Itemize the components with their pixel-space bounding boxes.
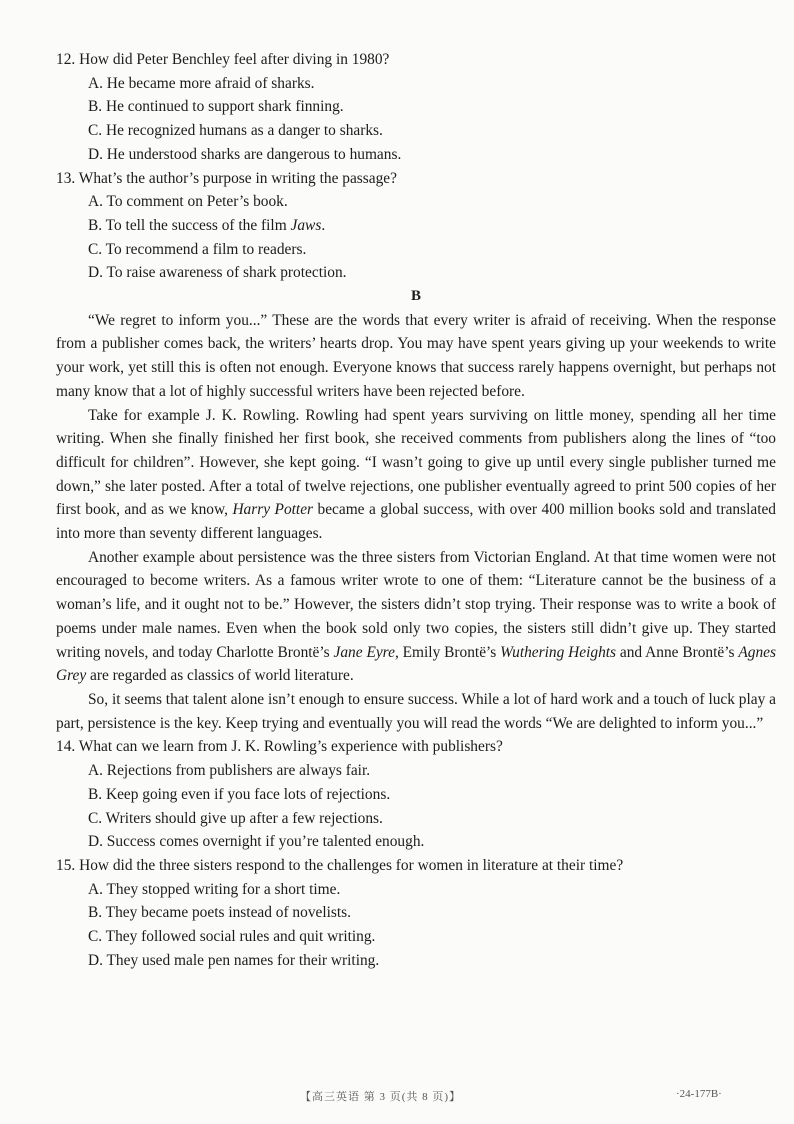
option-a: A. He became more afraid of sharks. [88, 74, 315, 92]
passage-b [56, 309, 776, 736]
page-footer [0, 1088, 794, 1118]
option-d: D. They used male pen names for their writing. [88, 951, 380, 969]
question-12 [56, 48, 776, 167]
option-a: A. Rejections from publishers are always fair. [88, 762, 371, 780]
option-b [56, 214, 776, 238]
question-stem: 15. How did the three sisters respond to the challenges for women in literature at their time? [56, 856, 624, 874]
question-stem: 13. What’s the author’s purpose in writing the passage? [56, 169, 397, 187]
option-b: B. He continued to support shark finning. [88, 98, 344, 116]
option-c: C. They followed social rules and quit writing. [88, 928, 376, 946]
option-c: C. To recommend a film to readers. [88, 240, 307, 258]
option-d: D. He understood sharks are dangerous to humans. [88, 145, 402, 163]
question-14 [56, 735, 776, 854]
option-d: D. Success comes overnight if you’re talented enough. [88, 833, 425, 851]
footer-code: ·24-177B· [676, 1088, 722, 1100]
footer-page-info: 【高三英语 第 3 页(共 8 页)】 [300, 1091, 462, 1103]
section-label: B [410, 288, 421, 305]
question-stem: 12. How did Peter Benchley feel after diving in 1980? [56, 51, 390, 68]
option-a: A. To comment on Peter’s book. [88, 193, 288, 211]
paragraph-1: “We regret to inform you...” These are the words that every writer is afraid of receiving. When the response from a publisher comes back, the writers’ hearts drop. You may have spent years giving up your weekends to write your work, yet still this is often not enough. Everyone knows that success rarely happens overnight, but perhaps not many know that a lot of highly successful writers have been rejected before. [56, 311, 776, 400]
option-c: C. Writers should give up after a few rejections. [88, 809, 383, 827]
book-title: Agnes Grey [56, 643, 776, 685]
option-b: B. They became poets instead of novelists. [88, 904, 352, 922]
book-title: Jane Eyre [333, 643, 395, 661]
paragraph-3-text: Another example about persistence was the three sisters from Victorian England. At that time women were not encouraged to become writers. As a famous writer wrote to one of them: “Literature cannot be the business of a woman’s life, and it ought not to be.” However, the sisters didn’t stop trying. Their response was to write a book of poems under male names. Even when the book sold only two copies, the sisters still didn’t give up. They started writing novels, and today Charlotte Brontë’s [56, 548, 776, 661]
question-13 [56, 167, 776, 286]
paragraph-3-mid: and Anne Brontë’s [616, 643, 739, 661]
paragraph-3 [56, 546, 776, 688]
paragraph-2-end: became a global success, with over 400 million books sold and translated into more than seventy different languages. [56, 501, 777, 543]
film-title: Jaws [290, 216, 322, 234]
exam-page [56, 48, 776, 972]
book-title: Wuthering Heights [500, 643, 617, 661]
paragraph-2-text: Take for example J. K. Rowling. Rowling had spent years surviving on little money, spending all her time writing. When she finally finished her first book, she received comments from publishers along the lines of “too difficult for children”. However, she kept going. “I wasn’t going to give up until every single publisher turned me down,” she later posted. After a total of twelve rejections, one publisher eventually agreed to print 500 copies of her first book, and as we know, [56, 406, 776, 519]
option-b-end: . [321, 216, 326, 234]
paragraph-3-mid: , Emily Brontë’s [394, 643, 501, 661]
option-b: B. Keep going even if you face lots of rejections. [88, 785, 391, 803]
option-d: D. To raise awareness of shark protection. [88, 264, 347, 282]
paragraph-3-end: are regarded as classics of world literature. [86, 667, 354, 685]
question-stem: 14. What can we learn from J. K. Rowling’s experience with publishers? [56, 738, 503, 756]
paragraph-4: So, it seems that talent alone isn’t enough to ensure success. While a lot of hard work and a touch of luck play a part, persistence is the key. Keep trying and eventually you will read the words “We are delighted to inform you...” [56, 690, 776, 732]
book-title: Harry Potter [232, 501, 314, 519]
option-a: A. They stopped writing for a short time. [88, 880, 341, 898]
option-c: C. He recognized humans as a danger to sharks. [88, 122, 383, 140]
question-15 [56, 854, 776, 973]
paragraph-2 [56, 404, 776, 546]
option-b-text: B. To tell the success of the film [88, 216, 291, 234]
